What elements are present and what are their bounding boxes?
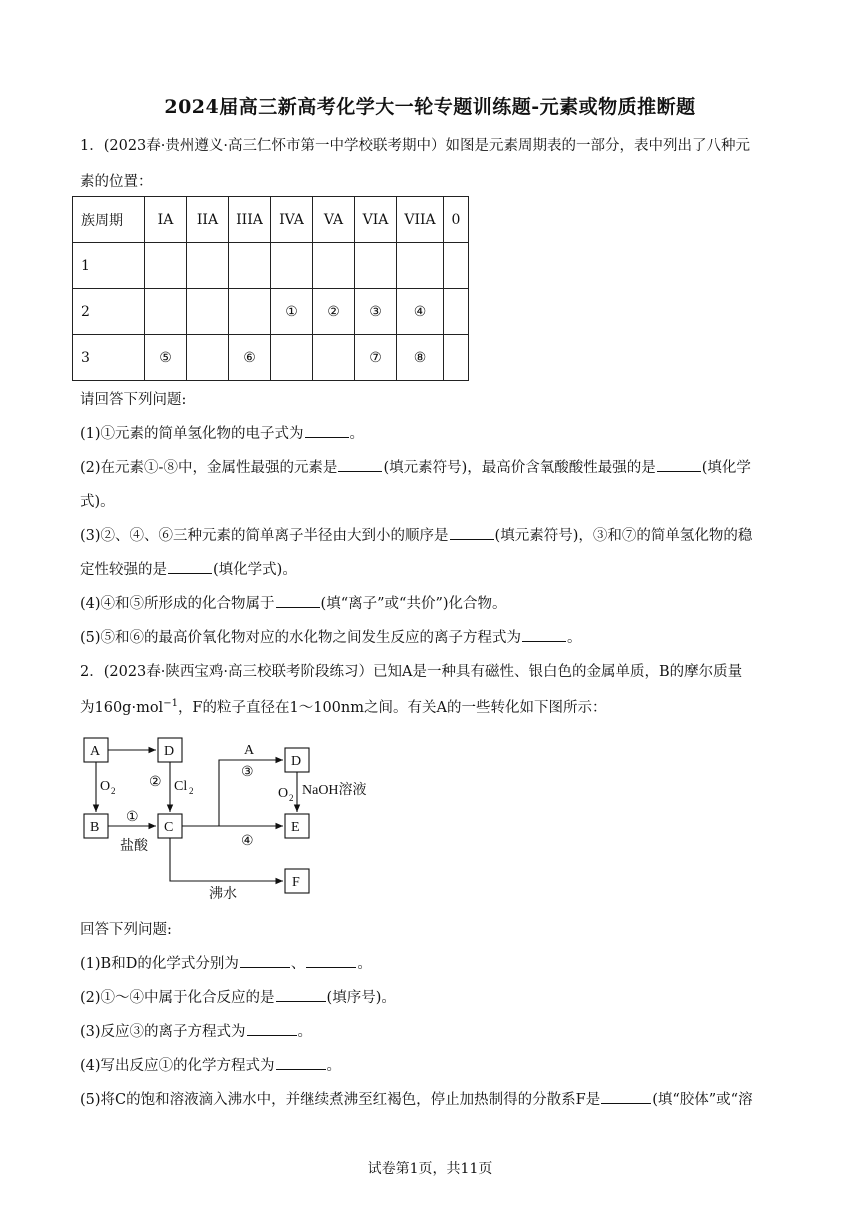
q2-part3-text: (3)反应③的离子方程式为 bbox=[80, 1024, 246, 1040]
q2-prompt: 回答下列问题: bbox=[80, 922, 172, 938]
answer-blank[interactable] bbox=[276, 1055, 326, 1070]
node-c: C bbox=[164, 820, 174, 835]
q2-part5 bbox=[80, 1088, 753, 1109]
q2-part1-sep: 、 bbox=[290, 956, 306, 972]
answer-blank[interactable] bbox=[450, 525, 494, 540]
q2-part1-end: 。 bbox=[357, 956, 372, 972]
node-d: D bbox=[164, 744, 175, 759]
table-cell: ③ bbox=[355, 289, 397, 335]
q1-part3-text3: 定性较强的是 bbox=[80, 562, 167, 578]
label-o2-right-sub: 2 bbox=[289, 793, 294, 803]
q2-part5-text: (5)将C的饱和溶液滴入沸水中，并继续煮沸至红褐色，停止加热制得的分散系F是 bbox=[80, 1092, 601, 1108]
q1-stem-line1: 1．(2023春·贵州遵义·高三仁怀市第一中学校联考期中）如图是元素周期表的一部分，表中列出了八种元 bbox=[80, 138, 750, 154]
conversion-diagram bbox=[78, 728, 398, 900]
node-b: B bbox=[90, 820, 100, 835]
table-cell bbox=[145, 289, 187, 335]
label-step3: ③ bbox=[241, 765, 254, 780]
q2-stem-sup: −1 bbox=[163, 698, 178, 710]
page-title: 2024届高三新高考化学大一轮专题训练题-元素或物质推断题 bbox=[164, 96, 696, 118]
answer-blank[interactable] bbox=[168, 559, 212, 574]
q1-part3-text4: (填化学式)。 bbox=[213, 562, 297, 578]
answer-blank[interactable] bbox=[240, 953, 290, 968]
node-e: E bbox=[291, 820, 300, 835]
table-row bbox=[73, 243, 469, 289]
label-o2-left-sub: 2 bbox=[111, 786, 116, 796]
table-cell bbox=[444, 335, 469, 381]
q2-stem-text: 为160g·mol bbox=[80, 700, 164, 716]
table-header: IIA bbox=[187, 197, 229, 243]
q2-part1 bbox=[80, 952, 372, 973]
table-cell bbox=[444, 289, 469, 335]
table-cell: ⑤ bbox=[145, 335, 187, 381]
q1-part2-text3: (填化学 bbox=[701, 460, 751, 476]
q2-part2-text: (2)①～④中属于化合反应的是 bbox=[80, 990, 275, 1006]
q2-part2 bbox=[80, 986, 396, 1007]
q1-stem-line2: 素的位置： bbox=[80, 174, 153, 190]
table-row bbox=[73, 289, 469, 335]
table-cell bbox=[271, 335, 313, 381]
q2-part5-text2: (填“胶体”或“溶 bbox=[652, 1092, 753, 1108]
table-header: IIIA bbox=[229, 197, 271, 243]
q2-part4-end: 。 bbox=[326, 1058, 342, 1074]
table-cell: ⑧ bbox=[397, 335, 444, 381]
table-period: 1 bbox=[73, 243, 145, 289]
table-header: VIA bbox=[355, 197, 397, 243]
answer-blank[interactable] bbox=[306, 953, 356, 968]
q1-part2 bbox=[80, 456, 751, 477]
q2-part3 bbox=[80, 1020, 312, 1041]
q2-part1-text: (1)B和D的化学式分别为 bbox=[80, 956, 239, 972]
label-step1: ① bbox=[126, 810, 139, 825]
table-cell bbox=[271, 243, 313, 289]
table-cell bbox=[397, 243, 444, 289]
q1-part5 bbox=[80, 626, 582, 647]
table-cell bbox=[187, 335, 229, 381]
table-header: IA bbox=[145, 197, 187, 243]
table-cell: ④ bbox=[397, 289, 444, 335]
table-cell: ① bbox=[271, 289, 313, 335]
answer-blank[interactable] bbox=[338, 457, 382, 472]
q1-part4-text2: (填“离子”或“共价”)化合物。 bbox=[320, 596, 507, 612]
q1-part3-text: (3)②、④、⑥三种元素的简单离子半径由大到小的顺序是 bbox=[80, 528, 449, 544]
table-period: 2 bbox=[73, 289, 145, 335]
q2-part4 bbox=[80, 1054, 341, 1075]
node-d2: D bbox=[291, 754, 302, 769]
q1-part3 bbox=[80, 524, 752, 545]
table-header: 0 bbox=[444, 197, 469, 243]
table-cell bbox=[313, 335, 355, 381]
answer-blank[interactable] bbox=[601, 1089, 651, 1104]
periodic-table bbox=[72, 196, 469, 381]
table-cell: ② bbox=[313, 289, 355, 335]
answer-blank[interactable] bbox=[522, 627, 566, 642]
table-cell bbox=[355, 243, 397, 289]
label-o2-left: O bbox=[100, 779, 111, 794]
table-cell bbox=[313, 243, 355, 289]
table-row bbox=[73, 335, 469, 381]
table-cell: ⑥ bbox=[229, 335, 271, 381]
table-cell bbox=[187, 289, 229, 335]
q1-part1 bbox=[80, 422, 364, 443]
q1-part2-text2: (填元素符号)，最高价含氧酸酸性最强的是 bbox=[383, 460, 656, 476]
label-cl2: Cl bbox=[174, 779, 188, 794]
q2-part4-text: (4)写出反应①的化学方程式为 bbox=[80, 1058, 275, 1074]
table-cell bbox=[229, 243, 271, 289]
q1-part1-end: 。 bbox=[349, 426, 365, 442]
q1-part3-text2: (填元素符号)，③和⑦的简单氢化物的稳 bbox=[494, 528, 753, 544]
q1-part4 bbox=[80, 592, 507, 613]
q1-part5-text: (5)⑤和⑥的最高价氧化物对应的水化物之间发生反应的离子方程式为 bbox=[80, 630, 522, 646]
answer-blank[interactable] bbox=[276, 987, 326, 1002]
table-corner: 族周期 bbox=[73, 197, 145, 243]
table-period: 3 bbox=[73, 335, 145, 381]
label-step4: ④ bbox=[241, 834, 254, 849]
label-cl2-sub: 2 bbox=[189, 786, 194, 796]
q1-part5-end: 。 bbox=[567, 630, 582, 646]
q1-part2-cont: 式)。 bbox=[80, 494, 115, 510]
table-cell bbox=[145, 243, 187, 289]
answer-blank[interactable] bbox=[305, 423, 349, 438]
q1-part3-cont bbox=[80, 558, 297, 579]
table-header: IVA bbox=[271, 197, 313, 243]
table-cell: ⑦ bbox=[355, 335, 397, 381]
answer-blank[interactable] bbox=[276, 593, 320, 608]
q1-prompt: 请回答下列问题: bbox=[80, 392, 187, 408]
table-header: VA bbox=[313, 197, 355, 243]
label-o2-right: O bbox=[278, 786, 289, 801]
table-header-row bbox=[73, 197, 469, 243]
q1-part4-text: (4)④和⑤所形成的化合物属于 bbox=[80, 596, 275, 612]
answer-blank[interactable] bbox=[247, 1021, 297, 1036]
table-header: VIIA bbox=[397, 197, 444, 243]
page-footer: 试卷第1页，共11页 bbox=[367, 1161, 493, 1177]
q2-part3-end: 。 bbox=[297, 1024, 313, 1040]
label-a-reagent: A bbox=[244, 743, 255, 758]
table-cell bbox=[444, 243, 469, 289]
label-boil: 沸水 bbox=[209, 887, 237, 900]
table-cell bbox=[229, 289, 271, 335]
label-hcl: 盐酸 bbox=[120, 839, 148, 854]
q1-part1-text: (1)①元素的简单氢化物的电子式为 bbox=[80, 426, 304, 442]
q2-stem-text2: ，F的粒子直径在1～100nm之间。有关A的一些转化如下图所示： bbox=[177, 700, 607, 716]
q2-stem-line2 bbox=[80, 696, 606, 717]
q2-part2-end: (填序号)。 bbox=[326, 990, 396, 1006]
q2-stem-line1: 2．(2023春·陕西宝鸡·高三校联考阶段练习）已知A是一种具有磁性、银白色的金属单质，B的摩尔质量 bbox=[80, 664, 743, 680]
answer-blank[interactable] bbox=[657, 457, 701, 472]
q1-part2-text: (2)在元素①-⑧中，金属性最强的元素是 bbox=[80, 460, 338, 476]
label-naoh: NaOH溶液 bbox=[302, 783, 367, 798]
node-a: A bbox=[90, 744, 101, 759]
label-step2: ② bbox=[149, 775, 162, 790]
table-cell bbox=[187, 243, 229, 289]
node-f: F bbox=[292, 875, 300, 890]
